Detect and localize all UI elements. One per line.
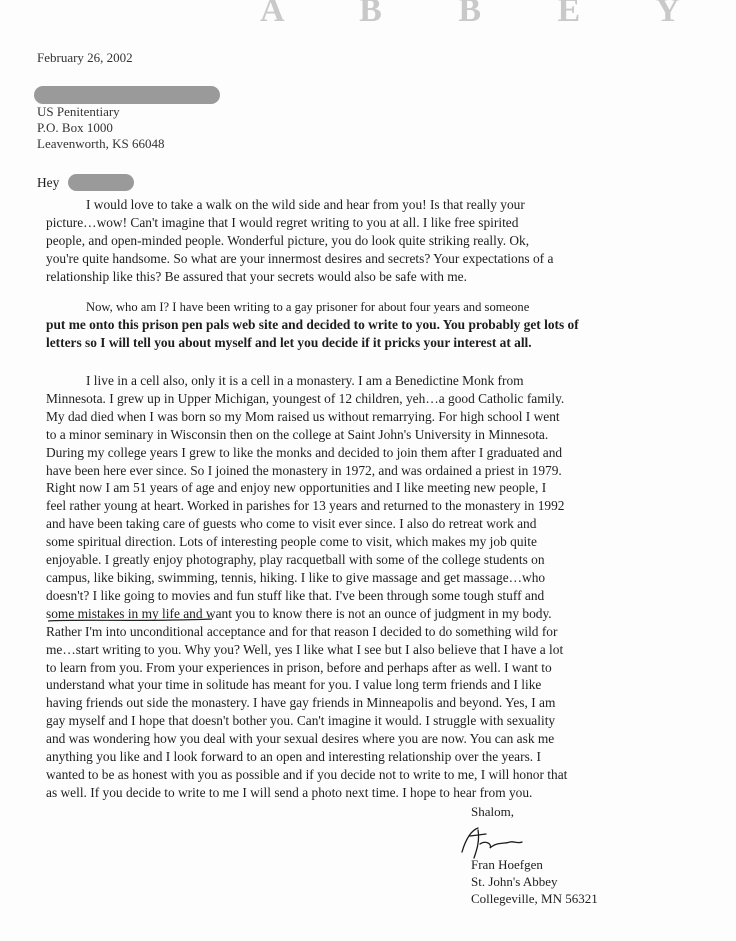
greeting: Hey — [37, 175, 60, 190]
paragraph-line: some mistakes in my life and want you to know there is not an ounce of judgment in my body. — [46, 605, 552, 621]
letterhead-mark: A B B E Y — [259, 0, 714, 29]
address-line: US Penitentiary — [37, 104, 120, 119]
sender-city: Collegeville, MN 56321 — [471, 891, 598, 906]
paragraph-line: I would love to take a walk on the wild side and hear from you! Is that really your — [86, 197, 525, 212]
paragraph-line: campus, like biking, swimming, tennis, hiking. I like to give massage and get massage…who — [46, 569, 546, 585]
letter-date: February 26, 2002 — [37, 50, 133, 65]
paragraph-line: picture…wow! Can't imagine that I would regret writing to you at all. I like free spirited — [46, 215, 519, 230]
paragraph-1 — [46, 196, 646, 286]
address-line: P.O. Box 1000 — [37, 120, 113, 135]
redacted-greeting-name — [68, 174, 134, 191]
address-line: Leavenworth, KS 66048 — [37, 136, 165, 151]
paragraph-line: to a minor seminary in Wisconsin then on the college at Saint John's University in Minnesota. — [46, 426, 549, 442]
paragraph-line: Right now I am 51 years of age and enjoy new opportunities and I like meeting new people, I — [46, 480, 547, 496]
paragraph-line: Minnesota. I grew up in Upper Michigan, youngest of 12 children, yeh…a good Catholic family. — [46, 390, 565, 406]
paragraph-3 — [46, 372, 646, 802]
paragraph-line: doesn't? I like going to movies and fun stuff like that. I've been through some tough stuff and — [46, 587, 545, 603]
paragraph-line: Rather I'm into unconditional acceptance and for that reason I decided to do something wild for — [46, 623, 558, 639]
redacted-name-bar — [34, 86, 220, 104]
paragraph-line: you're quite handsome. So what are your innermost desires and secrets? Your expectations of a — [46, 251, 554, 266]
paragraph-line: Now, who am I? I have been writing to a gay prisoner for about four years and someone — [86, 300, 530, 314]
paragraph-line: as well. If you decide to write to me I will send a photo next time. I hope to hear from you. — [46, 784, 533, 800]
paragraph-line: understand what your time in solitude has meant for you. I value long term friends and I like — [46, 677, 542, 693]
paragraph-line: some spiritual direction. Lots of interesting people come to visit, which makes my job quite — [46, 534, 537, 550]
paragraph-line: feel rather young at heart. Worked in parishes for 13 years and returned to the monastery in 1992 — [46, 498, 565, 514]
sender-name: Fran Hoefgen — [471, 857, 543, 872]
paragraph-line: letters so I will tell you about myself and let you decide if it pricks your interest at all. — [46, 335, 532, 350]
paragraph-line: having friends out side the monastery. I have gay friends in Minneapolis and beyond. Yes, I am — [46, 695, 556, 711]
recipient-address — [37, 104, 164, 152]
paragraph-line: During my college years I grew to like the monks and decided to join them after I graduated and — [46, 444, 563, 460]
paragraph-line: and was wondering how you deal with your sexual desires where you are now. You can ask me — [46, 731, 555, 747]
paragraph-line: me…start writing to you. Why you? Well, yes I like what I see but I also believe that I have a lot — [46, 641, 564, 657]
paragraph-line: My dad died when I was born so my Mom raised us without remarrying. For high school I went — [46, 408, 560, 424]
paragraph-line: to learn from you. From your experiences in prison, before and perhaps after as well. I want to — [46, 659, 552, 675]
paragraph-line: put me onto this prison pen pals web site and decided to write to you. You probably get lots of — [46, 317, 579, 332]
paragraph-line: have been here ever since. So I joined the monastery in 1972, and was ordained a priest in 1979. — [46, 462, 562, 478]
paragraph-line: people, and open-minded people. Wonderful picture, you do look quite striking really. Ok, — [46, 233, 530, 248]
paragraph-line: anything you like and I look forward to an open and interesting relationship over the years. I — [46, 749, 541, 765]
paragraph-line: relationship like this? Be assured that your secrets would also be safe with me. — [46, 269, 467, 284]
paragraph-line: I live in a cell also, only it is a cell in a monastery. I am a Benedictine Monk from — [86, 373, 524, 388]
handwritten-underline — [46, 616, 216, 624]
paragraph-line: wanted to be as honest with you as possible and if you decide not to write to me, I will honor that — [46, 766, 568, 782]
closing-salutation: Shalom, — [471, 804, 514, 819]
sender-organization: St. John's Abbey — [471, 874, 558, 889]
paragraph-line: gay myself and I hope that doesn't bother you. Can't imagine it would. I struggle with sexuality — [46, 713, 556, 729]
paragraph-line: enjoyable. I greatly enjoy photography, play racquetball with some of the college students on — [46, 552, 545, 568]
sender-block — [471, 856, 598, 907]
paragraph-line: and have been taking care of guests who come to visit ever since. I also do retreat work and — [46, 516, 537, 532]
paragraph-2 — [46, 298, 646, 352]
